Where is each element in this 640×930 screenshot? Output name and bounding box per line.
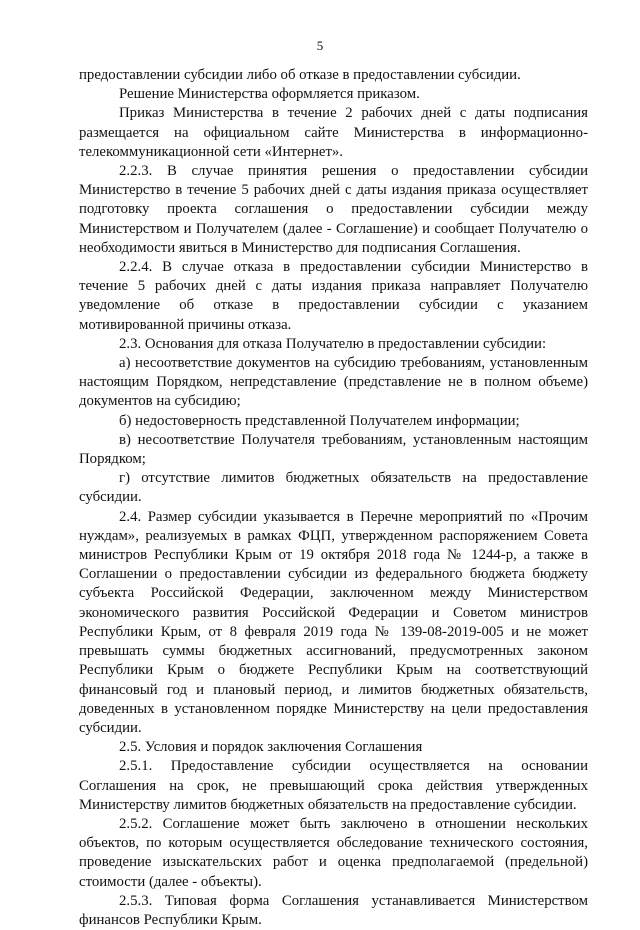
list-item: б) недостоверность представленной Получателем информации;	[119, 412, 520, 429]
document-body	[79, 66, 588, 930]
page-number: 5	[316, 38, 324, 53]
paragraph: 2.2.4. В случае отказа в предоставлении субсидии Министерство в течение 5 рабочих дней с даты издания приказа направляет Получателю уведомление об отказе в предоставлении субсидии с указанием мотивированной причины отказа.	[79, 259, 588, 333]
section-heading: 2.5. Условия и порядок заключения Соглашения	[119, 739, 423, 756]
paragraph: 2.5.1. Предоставление субсидии осуществляется на основании Соглашения на срок, не превышающий срока действия утвержденных Министерству лимитов бюджетных обязательств на предоставление субсидии.	[79, 758, 588, 813]
list-item: г) отсутствие лимитов бюджетных обязательств на предоставление субсидии.	[79, 470, 588, 506]
paragraph: 2.4. Размер субсидии указывается в Перечне мероприятий по «Прочим нуждам», реализуемых в рамках ФЦП, утвержденном распоряжением Совета министров Республики Крым от 19 октября 2018 года № 1244-р, а также в Соглашении о предоставлении субсидии из федерального бюджета бюджету субъекта Российской Федерации, заключенном между Министерством экономического развития Российской Федерации и Советом министров Республики Крым, от 8 февраля 2019 года № 139-08-2019-005 и не может превышать суммы бюджетных ассигнований, предусмотренных законом Республики Крым о бюджете Республики Крым на соответствующий финансовый год и плановый период, и лимитов бюджетных обязательств, доведенных в установленном порядке Министерству на цели предоставления субсидии.	[79, 508, 588, 736]
paragraph: Приказ Министерства в течение 2 рабочих дней с даты подписания размещается на официальном сайте Министерства в информационно-телекоммуникационной сети «Интернет».	[79, 105, 588, 160]
paragraph: 2.2.3. В случае принятия решения о предоставлении субсидии Министерство в течение 5 рабочих дней с даты издания приказа осуществляет подготовку проекта соглашения о предоставлении субсидии между Министерством и Получателем (далее - Соглашение) и сообщает Получателю о необходимости явиться в Министерство для подписания Соглашения.	[79, 163, 588, 256]
paragraph: Решение Министерства оформляется приказом.	[119, 86, 420, 103]
paragraph: 2.5.2. Соглашение может быть заключено в отношении нескольких объектов, по которым осуществляется обследование технического состояния, проведение изыскательских работ и оценка предполагаемой (предельной) стоимости (далее - объекты).	[79, 815, 588, 890]
section-heading: 2.3. Основания для отказа Получателю в предоставлении субсидии:	[119, 335, 547, 352]
list-item: а) несоответствие документов на субсидию требованиям, установленным настоящим Порядком, непредставление (представление не в полном объеме) документов на субсидию;	[79, 355, 588, 410]
paragraph: предоставлении субсидии либо об отказе в предоставлении субсидии.	[79, 67, 521, 83]
paragraph: 2.5.3. Типовая форма Соглашения устанавливается Министерством финансов Республики Крым.	[79, 892, 588, 928]
list-item: в) несоответствие Получателя требованиям, установленным настоящим Порядком;	[79, 431, 588, 468]
